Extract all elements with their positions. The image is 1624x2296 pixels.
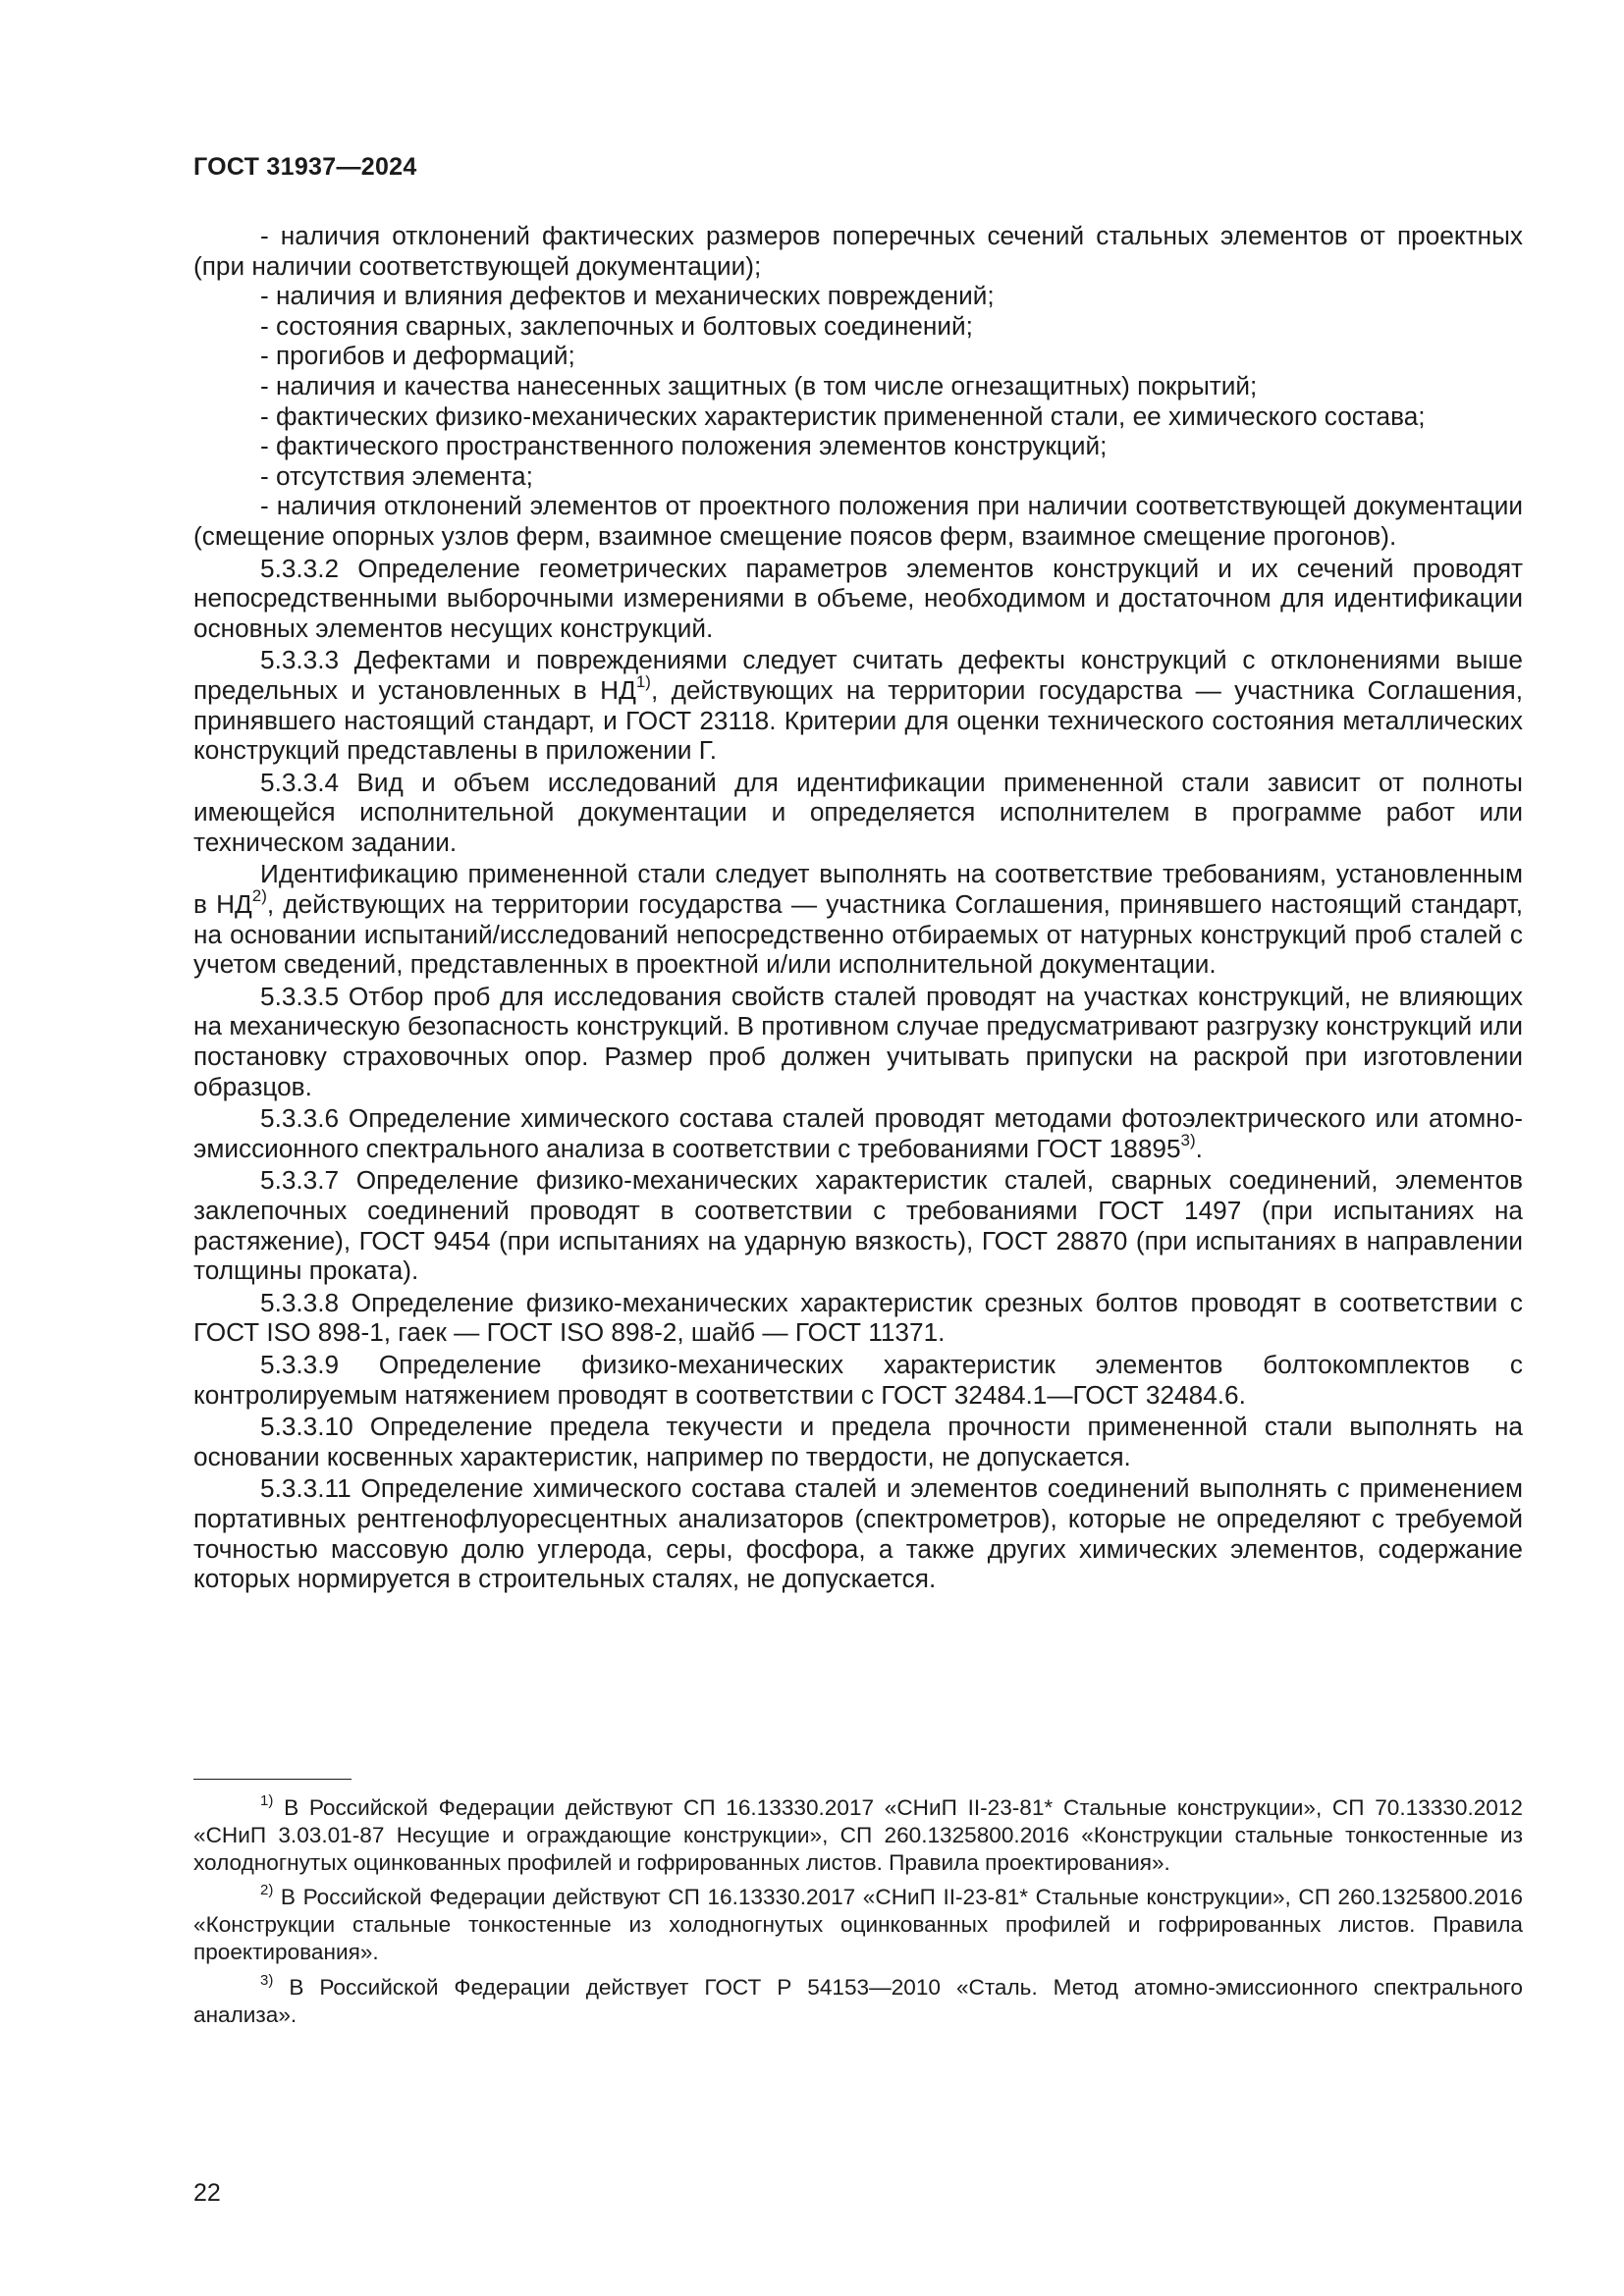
footnote-mark: 3) <box>260 1971 274 1989</box>
paragraph-text: 5.3.3.6 Определение химического состава сталей проводят методами фотоэлектрического или атомно-эмиссионного спектрального анализа в соответствии с требованиями ГОСТ 18895 <box>193 1103 1523 1163</box>
list-item: - состояния сварных, заклепочных и болтовых соединений; <box>260 310 973 341</box>
paragraph-text: Идентификацию примененной стали следует выполнять на соответствие требованиям, установленным в НД <box>193 859 1523 920</box>
paragraph-5-3-3-11: 5.3.3.11 Определение химического состава сталей и элементов соединений выполнять с применением портативных рентгенофлуоресцентных анализаторов (спектрометров), которые не определяют с требуемой точностью массовую долю углерода, серы, фосфора, а также других химических элементов, содержание которых нормируется в строительных сталях, не допускается. <box>193 1473 1523 1594</box>
paragraph-5-3-3-5: 5.3.3.5 Отбор проб для исследования свойств сталей проводят на участках конструкций, не влияющих на механическую безопасность конструкций. В противном случае предусматривают разгрузку конструкций или постановку страховочных опор. Размер проб должен учитывать припуски на раскрой при изготовлении образцов. <box>193 981 1523 1101</box>
footnote-ref-2[interactable]: 2) <box>251 886 267 906</box>
paragraph-5-3-3-8: 5.3.3.8 Определение физико-механических характеристик срезных болтов проводят в соответствии с ГОСТ ISO 898-1, гаек — ГОСТ ISO 898-2, шайб — ГОСТ 11371. <box>193 1287 1523 1348</box>
footnote-2 <box>193 1884 1523 1965</box>
footnote-text: В Российской Федерации действуют СП 16.13330.2017 «СНиП II-23-81* Стальные конструкции», СП 260.1325800.2016 «Конструкции стальные тонкостенные из холодногнутых оцинкованных профилей и гофрированных листов. Правила проектирования». <box>193 1885 1523 1964</box>
footnote-text: В Российской Федерации действуют СП 16.13330.2017 «СНиП II-23-81* Стальные конструкции», СП 70.13330.2012 «СНиП 3.03.01-87 Несущие и ограждающие конструкции», СП 260.1325800.2016 «Конструкции стальные тонкостенные из холодногнутых оцинкованных профилей и гофрированных листов. Правила проектирования». <box>193 1795 1523 1875</box>
list-item: - фактических физико-механических характеристик примененной стали, ее химического состава; <box>260 400 1426 431</box>
footnote-divider <box>193 1779 352 1780</box>
footnote-text: В Российской Федерации действует ГОСТ Р 54153—2010 «Сталь. Метод атомно-эмиссионного спектрального анализа». <box>193 1974 1523 2027</box>
paragraph-5-3-3-3 <box>193 645 1523 765</box>
paragraph-5-3-3-7: 5.3.3.7 Определение физико-механических характеристик сталей, сварных соединений, элементов заклепочных соединений проводят в соответствии с требованиями ГОСТ 1497 (при испытаниях на растяжение), ГОСТ 9454 (при испытаниях на ударную вязкость), ГОСТ 28870 (при испытаниях в направлении толщины проката). <box>193 1165 1523 1286</box>
list-item: - наличия и влияния дефектов и механических повреждений; <box>260 281 995 311</box>
page-header-doc-id: ГОСТ 31937—2024 <box>193 153 417 181</box>
paragraph-text: , действующих на территории государства — участника Соглашения, принявшего настоящий стандарт, на основании испытаний/исследований непосредственно отбираемых от натурных конструкций проб сталей с учетом сведений, представленных в проектной и/или исполнительной документации. <box>193 889 1523 980</box>
footnote-mark: 2) <box>260 1882 274 1899</box>
paragraph-5-3-3-9: 5.3.3.9 Определение физико-механических характеристик элементов болтокомплектов с контролируемым натяжением проводят в соответствии с ГОСТ 32484.1—ГОСТ 32484.6. <box>193 1349 1523 1410</box>
paragraph-5-3-3-6 <box>193 1103 1523 1163</box>
footnote-1 <box>193 1794 1523 1876</box>
paragraph-text: . <box>1195 1133 1203 1163</box>
footnote-ref-1[interactable]: 1) <box>635 671 651 691</box>
page-number: 22 <box>193 2179 221 2207</box>
paragraph-5-3-3-10: 5.3.3.10 Определение предела текучести и предела прочности примененной стали выполнять на основании косвенных характеристик, например по твердости, не допускается. <box>193 1412 1523 1471</box>
main-text <box>193 221 1523 1594</box>
paragraph-5-3-3-4: 5.3.3.4 Вид и объем исследований для идентификации примененной стали зависит от полноты имеющейся исполнительной документации и определяется исполнителем в программе работ или техническом задании. <box>193 767 1523 857</box>
list-item: - наличия отклонений элементов от проектного положения при наличии соответствующей документации (смещение опорных узлов ферм, взаимное смещение поясов ферм, взаимное смещение прогонов). <box>193 491 1523 551</box>
footnotes <box>193 1794 1523 2036</box>
footnote-ref-3[interactable]: 3) <box>1180 1130 1196 1149</box>
paragraph-identification <box>193 859 1523 979</box>
list-item: - наличия и качества нанесенных защитных (в том числе огнезащитных) покрытий; <box>260 370 1258 400</box>
footnote-mark: 1) <box>260 1792 274 1809</box>
paragraph-text: , действующих на территории государства — участника Соглашения, принявшего настоящий стандарт, и ГОСТ 23118. Критерии для оценки технического состояния металлических конструкций представлены в приложении Г. <box>193 674 1523 766</box>
list-item: - прогибов и деформаций; <box>260 341 575 371</box>
paragraph-5-3-3-2: 5.3.3.2 Определение геометрических параметров элементов конструкций и их сечений проводят непосредственными выборочными измерениями в объеме, необходимом и достаточном для идентификации основных элементов несущих конструкций. <box>193 553 1523 643</box>
list-item: - отсутствия элемента; <box>260 460 533 491</box>
list-item: - фактического пространственного положения элементов конструкций; <box>260 431 1108 461</box>
footnote-3 <box>193 1971 1523 2029</box>
paragraph-text: 5.3.3.3 Дефектами и повреждениями следует считать дефекты конструкций с отклонениями выше предельных и установленных в НД <box>193 645 1523 705</box>
list-item: - наличия отклонений фактических размеров поперечных сечений стальных элементов от проектных (при наличии соответствующей документации); <box>193 221 1523 281</box>
